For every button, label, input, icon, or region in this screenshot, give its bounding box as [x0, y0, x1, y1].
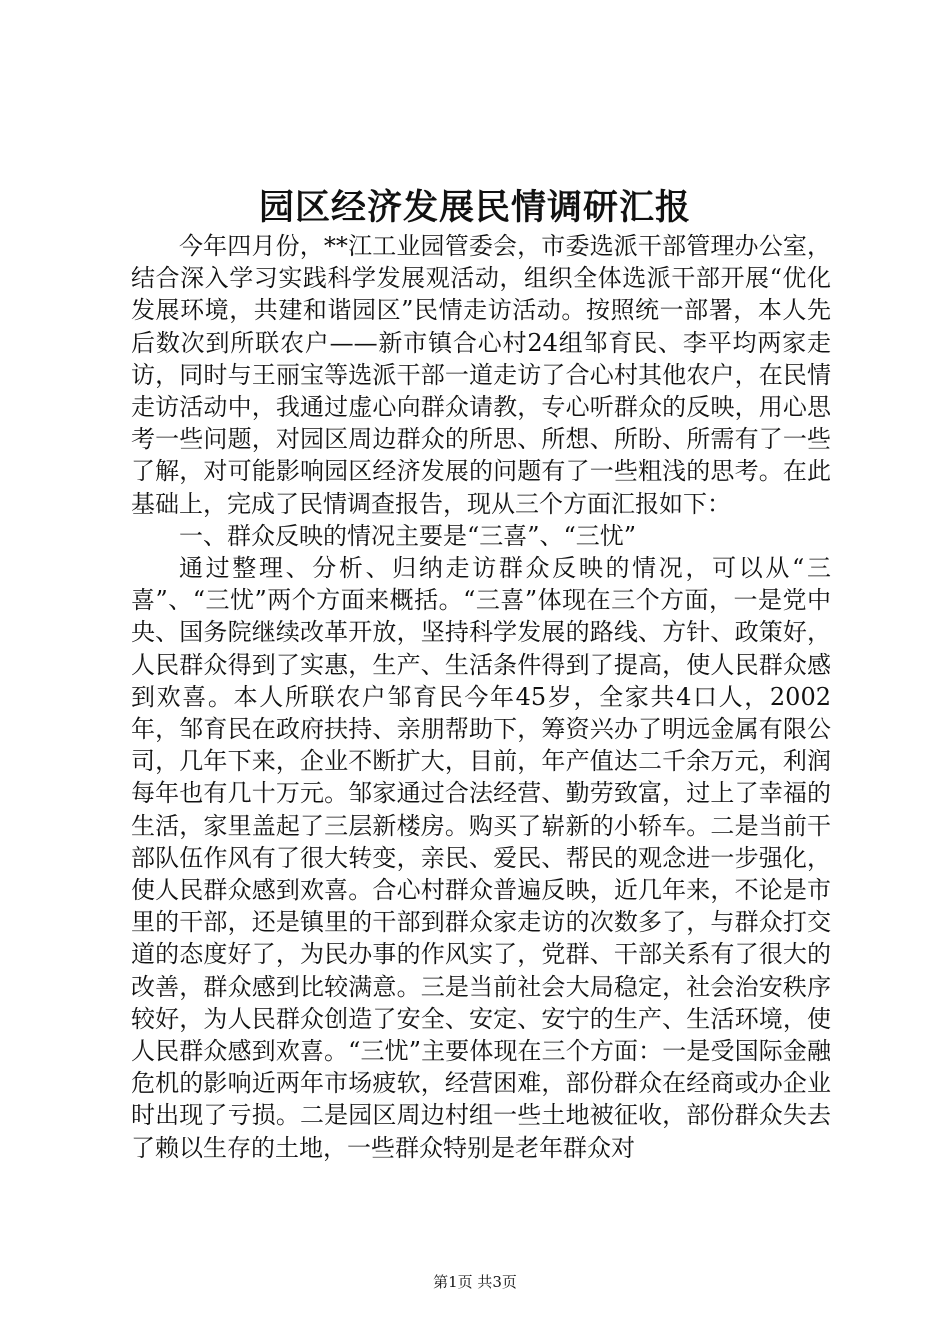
paragraph-intro: 今年四月份，**江工业园管委会，市委选派干部管理办公室，结合深入学习实践科学发展观活动，组织全体选派干部开展“优化发展环境，共建和谐园区”民情走访活动。按照统一部署，本人先后数次到所联农户——新市镇合心村24组邹育民、李平均两家走访，同时与王丽宝等选派干部一道走访了合心村其他农户，在民情走访活动中，我通过虚心向群众请教，专心听群众的反映，用心思考一些问题，对园区周边群众的所思、所想、所盼、所需有了一些了解，对可能影响园区经济发展的问题有了一些粗浅的思考。在此基础上，完成了民情调查报告，现从三个方面汇报如下：: [131, 232, 831, 518]
page-number-footer: 第1页 共3页: [433, 1273, 517, 1291]
section-heading-1: 一、群众反映的情况主要是“三喜”、“三忧”: [179, 521, 637, 550]
paragraph-section-1: 通过整理、分析、归纳走访群众反映的情况，可以从“三喜”、“三忧”两个方面来概括。“三喜”体现在三个方面，一是党中央、国务院继续改革开放，坚持科学发展的路线、方针、政策好，人民群众得到了实惠，生产、生活条件得到了提高，使人民群众感到欢喜。本人所联农户邹育民今年45岁，全家共4口人，2002年，邹育民在政府扶持、亲朋帮助下，筹资兴办了明远金属有限公司，几年下来，企业不断扩大，目前，年产值达二千余万元，利润每年也有几十万元。邹家通过合法经营、勤劳致富，过上了幸福的生活，家里盖起了三层新楼房。购买了崭新的小轿车。二是当前干部队伍作风有了很大转变，亲民、爱民、帮民的观念进一步强化，使人民群众感到欢喜。合心村群众普遍反映，近几年来，不论是市里的干部，还是镇里的干部到群众家走访的次数多了，与群众打交道的态度好了，为民办事的作风实了，党群、干部关系有了很大的改善，群众感到比较满意。三是当前社会大局稳定，社会治安秩序较好，为人民群众创造了安全、安定、安宁的生产、生活环境，使人民群众感到欢喜。“三忧”主要体现在三个方面：一是受国际金融危机的影响近两年市场疲软，经营困难，部份群众在经商或办企业时出现了亏损。二是园区周边村组一些土地被征收，部份群众失去了赖以生存的土地，一些群众特别是老年群众对: [131, 554, 831, 1162]
document-body: [131, 230, 831, 1164]
document-title: 园区经济发展民情调研汇报: [258, 187, 691, 228]
